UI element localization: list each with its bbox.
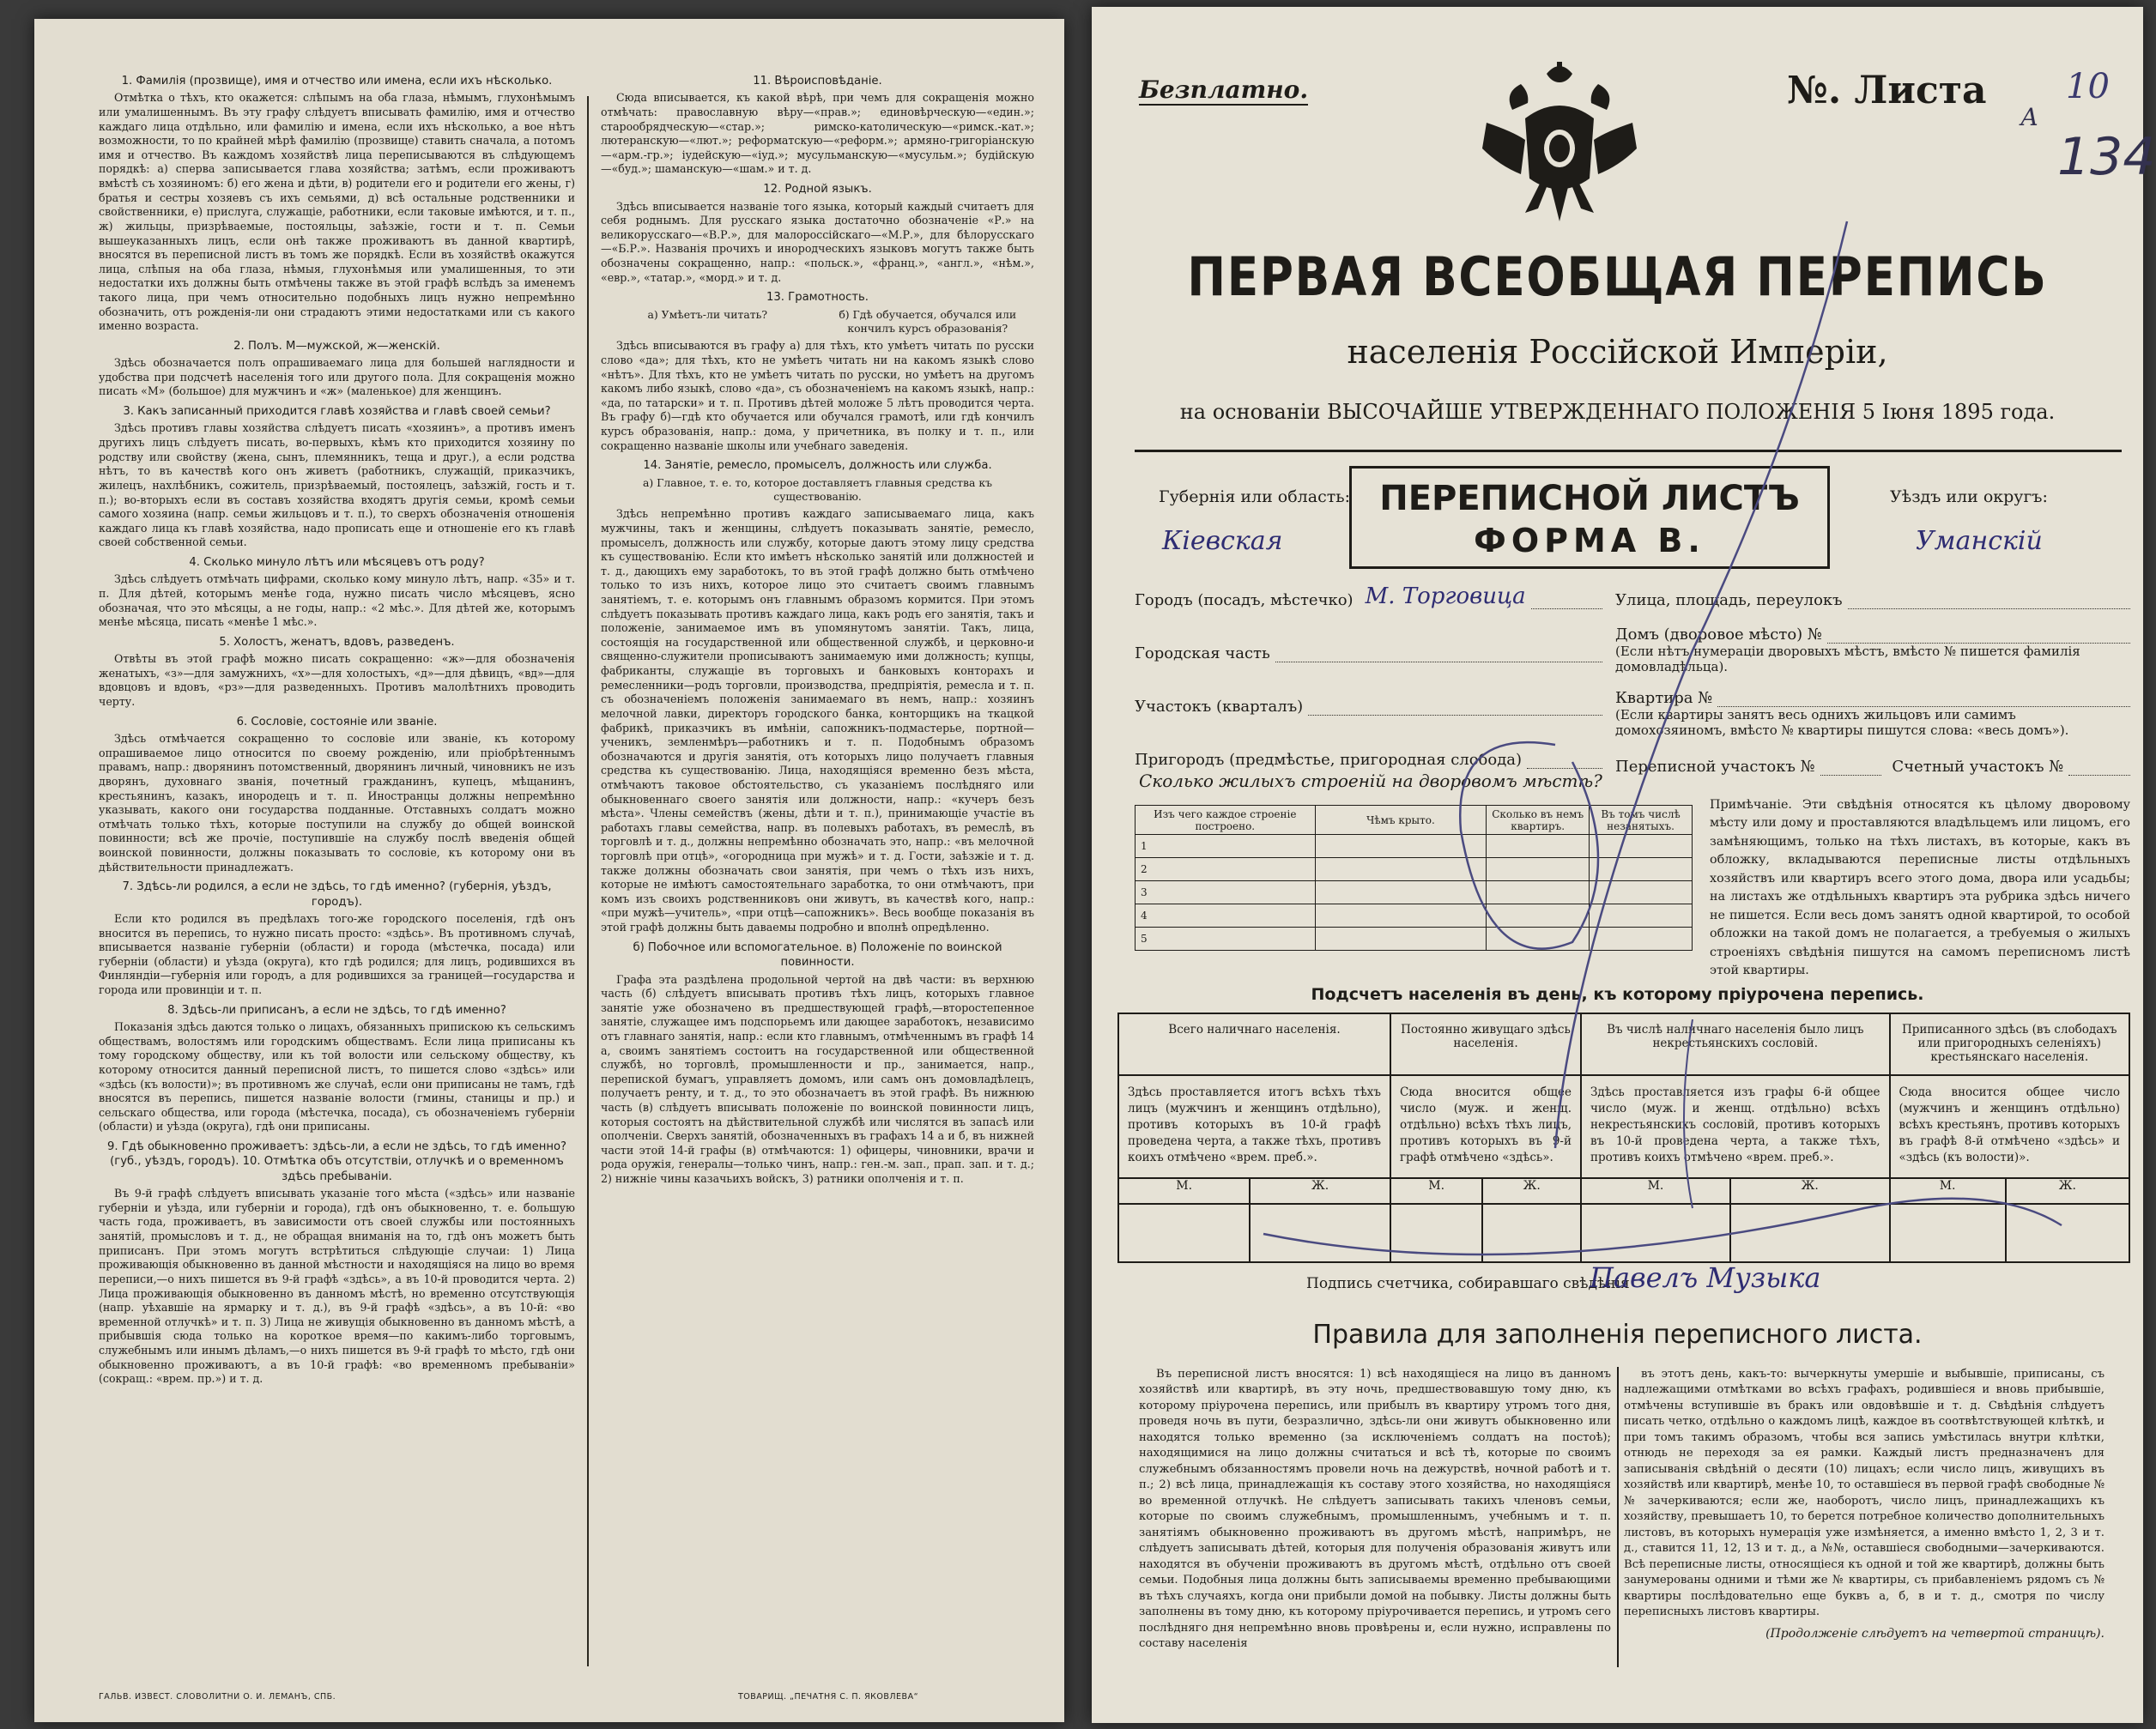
- instruction-section: [99, 1003, 575, 1134]
- gubernia-label: Губернія или область:: [1159, 487, 1350, 506]
- instruction-text: Сюда вписывается, къ какой вѣрѣ, при чемъ для сокращенія можно отмѣчать: православную вѣру—«прав.»; единовѣрческую—«един.»; старообрядческую—«стар.»; римско-католическую—«римск.-кат.»; лютеранскую—«лют.»; реформатскую—«реформ.»; армяно-григоріанскую—«арм.-гр.»; іудейскую—«іуд.»; мусульманскую—«мусульм.»; будійскую—«буд.»; шаманскую—«шам.» и т. д.: [601, 91, 1034, 176]
- table-cell: [1315, 858, 1487, 881]
- table-cell: [1590, 928, 1693, 951]
- instruction-section: [99, 555, 575, 630]
- instruction-text: Здѣсь вписывается названіе того языка, который каждый считаетъ для себя роднымъ. Для русскаго языка достаточно обозначеніе «Р.» на великорусскаго—«В.Р.», для малороссійскаго—«М.Р.», для бѣлорусскаго—«Б.Р.». Названія прочихъ и инородческихъ языковъ могутъ также быть обозначены сокращенно, напр.: «польск.», «франц.», «англ.», «нѣм.», «евр.», «татар.», «морд.» и т. д.: [601, 199, 1034, 284]
- count-cell: [1250, 1204, 1390, 1262]
- left-page: [34, 19, 1064, 1722]
- prigorod-label: Пригородъ (предмѣстье, пригородная слобода): [1135, 751, 1523, 769]
- table-cell: [1590, 881, 1693, 904]
- flat-field: [1615, 674, 2130, 707]
- count-desc-permanent: Сюда вносится общее число (муж. и женщ. отдѣльно) всѣхъ тѣхъ лицъ, противъ которыхъ въ 9-й графѣ отмѣчено «здѣсь».: [1390, 1075, 1581, 1178]
- table-cell: [1590, 835, 1693, 858]
- count-cell: [1118, 1204, 1250, 1262]
- instruction-text: Здѣсь обозначается полъ опрашиваемаго лица для большей наглядности и удобства при подсчетѣ населенія того или другого пола. Для сокращенія можно писать «М» (большое) для мужчинъ и «ж» (маленькое) для женщинъ.: [99, 356, 575, 398]
- dw-header-flats: Сколько въ немъ квартиръ.: [1487, 806, 1590, 835]
- enumerator-signature: Павелъ Музыка: [1590, 1261, 1821, 1294]
- dwellings-note: Примѣчаніе. Эти свѣдѣнія относятся къ цѣлому дворовому мѣсту или дому и проставляются владѣльцемъ или лицомъ, его замѣняющимъ, только на тѣхъ листахъ, въ которые, какъ въ обложку, вкладываются переписные листы отдѣльныхъ хозяйствъ или квартиръ всего этого дома, двора или усадьбы; на листахъ же отдѣльныхъ квартиръ эта рубрика здѣсь ничего не пишется. Если весь домъ занятъ одной квартирой, то особой обложки на такой домъ не полагается, а требуемыя о жилыхъ строеніяхъ свѣдѣнія пишутся на самомъ переписномъ листѣ этой квартиры.: [1710, 798, 2130, 977]
- instruction-heading: 13. Грамотность.: [766, 291, 869, 305]
- street-label: Улица, площадь, переулокъ: [1615, 591, 1843, 609]
- count-cell: [2006, 1204, 2129, 1262]
- instruction-section: [99, 404, 575, 550]
- count-zh-1: Ж.: [1250, 1178, 1390, 1204]
- count-header-permanent: Постоянно живущаго здѣсь населенія.: [1390, 1013, 1581, 1075]
- count-m-2: М.: [1390, 1178, 1482, 1204]
- table-cell: 1: [1136, 835, 1316, 858]
- instruction-heading: 2. Полъ. М—мужской, ж—женскій.: [233, 339, 440, 353]
- instruction-text: Въ 9-й графѣ слѣдуетъ вписывать указаніе того мѣста («здѣсь» или названіе губерніи и уѣзда, или губерніи и города), гдѣ онъ обыкновенно, т. е. большую часть года, проживаетъ, въ зависимости отъ своей службы или постоянныхъ занятій, промысловъ и т. д., не обращая вниманія на то, гдѣ онъ можетъ быть приписанъ. При этомъ могутъ встрѣтиться слѣдующіе случаи: 1) Лица проживающія обыкновенно въ данной мѣстности и находящіяся на лицо во время переписи,—о нихъ пишется въ 9-й графѣ «здѣсь», а въ 10-й проводится черта. 2) Лица проживающія обыкновенно въ данномъ мѣстѣ, но временно отсутствующія (напр. уѣхавшіе на ярмарку и т. д.), въ 9-й графѣ «здѣсь», а въ 10-й: «во временной отлучкѣ» и т. п. 3) Лица не живущія обыкновенно въ данномъ мѣстѣ, а прибывшія сюда только на короткое время—по какимъ-либо торговымъ, служебнымъ или инымъ дѣламъ,—о нихъ пишется въ 9-й графѣ то мѣсто, гдѣ они обыкновенно проживаютъ, а въ 10-й графѣ: «во временномъ пребываніи» (сокращ.: «врем. пр.») и т. д.: [99, 1187, 575, 1386]
- instruction-text: Графа эта раздѣлена продольной чертой на двѣ части: въ верхнюю часть (б) слѣдуетъ вписывать противъ тѣхъ лицъ, которыхъ главное занятіе уже обозначено въ предшествующей графѣ,—второстепенное занятіе, служащее имъ подспорьемъ или дающее заработокъ, независимо отъ главнаго занятія, напр.: если кто главнымъ, отмѣченнымъ въ графѣ 14 а, своимъ занятіемъ состоитъ на государственной или общественной службѣ, но торговлѣ, промышленности и пр., занимается, напр., перепиской бумагъ, управляетъ домомъ, или самъ онъ домовладѣлецъ, получаетъ ренту, и т. д., то это обозначаетъ въ этой графѣ. Въ нижнюю часть (в) слѣдуетъ вписывать положеніе по воинской повинности лицъ, которыя состоятъ на дѣйствительной службѣ или числятся въ запасѣ или ополченіи. Сверхъ занятій, обозначенныхъ въ графахъ 14 а и б, въ нижней части этой 14-й графы (в) отмѣчаются: 1) офицеры, чиновники, врачи и рода оружія, генералы—только чинъ, напр.: ген.-м. зап., прап. зап. и т. д.; 2) нижніе чины казачьихъ войскъ, 3) ратники ополченія и т. п.: [601, 972, 1034, 1186]
- instruction-section: [601, 74, 1034, 177]
- instruction-subheading: б) Гдѣ обучается, обучался или кончилъ курсъ образованія?: [839, 307, 1017, 335]
- census-uchastok-field: [1615, 738, 2130, 776]
- count-zh-2: Ж.: [1482, 1178, 1581, 1204]
- instruction-subheadings: [601, 476, 1034, 505]
- house-field: [1615, 609, 2130, 644]
- instructions-column-2: [601, 72, 1034, 1702]
- instructions-column-1: [99, 72, 575, 1702]
- city-value: М. Торговица: [1365, 583, 1526, 609]
- uezd-value: Уманскій: [1916, 526, 2043, 556]
- enumerator-signature-label: Подпись счетчика, собиравшаго свѣдѣнія: [1306, 1275, 1630, 1292]
- instruction-section: [99, 880, 575, 998]
- table-cell: 2: [1136, 858, 1316, 881]
- census-title: ПЕРВАЯ ВСЕОБЩАЯ ПЕРЕПИСЬ: [1187, 245, 2048, 308]
- house-label: Домъ (дворовое мѣсто) №: [1615, 626, 1822, 644]
- instruction-heading: 11. Вѣроисповѣданіе.: [753, 75, 882, 88]
- table-row: [1136, 881, 1693, 904]
- prigorod-field: [1135, 716, 1602, 769]
- instruction-text: Отвѣты въ этой графѣ можно писать сокращенно: «ж»—для обозначенія женатыхъ, «з»—для замужнихъ, «х»—для холостыхъ, «д»—для дѣвицъ, «вд»—для вдовцовъ и вдовъ, «рз»—для разведенныхъ. Противъ малолѣтнихъ проводить черту.: [99, 652, 575, 709]
- instruction-heading: б) Побочное или вспомогательное. в) Положеніе по воинской повинности.: [633, 940, 1002, 970]
- count-zh-4: Ж.: [2006, 1178, 2129, 1204]
- table-cell: [1487, 835, 1590, 858]
- printer-note-1: ГАЛЬВ. ИЗВЕСТ. СЛОВОЛИТНИ О. И. ЛЕМАНЪ, СПБ.: [99, 1692, 336, 1702]
- count-cell: [1482, 1204, 1581, 1262]
- form-letter: ФОРМА В.: [1474, 522, 1705, 559]
- instruction-text: Здѣсь слѣдуетъ отмѣчать цифрами, сколько кому минуло лѣтъ, напр. «35» и т. п. Для дѣтей, которымъ менѣе года, нужно писать число мѣсяцевъ, ясно обозначая, что это мѣсяцы, а не годы, напр.: «2 мѣс.». Для дѣтей же, которымъ менѣе мѣсяца, писать «менѣе 1 мѣс.».: [99, 572, 575, 629]
- dwellings-question: Сколько жилыхъ строеній на дворовомъ мѣстѣ?: [1139, 771, 1602, 791]
- dw-header-material: Изъ чего каждое строеніе построено.: [1136, 806, 1316, 835]
- table-cell: [1590, 858, 1693, 881]
- count-header-present: Всего наличнаго населенія.: [1118, 1013, 1390, 1075]
- archive-number-handwritten: 134: [2057, 127, 2156, 187]
- right-page: [1092, 7, 2156, 1723]
- dwellings-table: [1135, 805, 1693, 951]
- count-cell: [1730, 1204, 1890, 1262]
- rules-divider: [1617, 1367, 1619, 1667]
- city-part-field: [1135, 609, 1602, 662]
- count-m-4: М.: [1890, 1178, 2006, 1204]
- count-desc-present: Здѣсь проставляется итогъ всѣхъ тѣхъ лицъ (мужчинъ и женщинъ отдѣльно), противъ которыхъ въ 10-й графѣ проведена черта, а также тѣхъ, противъ коихъ отмѣчено «врем. преб.».: [1118, 1075, 1390, 1178]
- table-cell: [1487, 881, 1590, 904]
- instruction-heading: 12. Родной языкъ.: [763, 183, 872, 196]
- count-header-peasant: Приписанного здѣсь (въ слободахъ или пригородныхъ селеніяхъ) крестьянскаго населенія.: [1890, 1013, 2130, 1075]
- table-cell: [1315, 835, 1487, 858]
- table-cell: [1315, 928, 1487, 951]
- flat-note: (Если квартиры занятъ весь однихъ жильцовъ или самимъ домохозяиномъ, вмѣсто № квартиры пишутся слова: «весь домъ»).: [1615, 707, 2069, 738]
- instruction-section: [601, 290, 1034, 453]
- rules-continuation: (Продолженіе слѣдуетъ на четвертой страницѣ).: [1765, 1626, 2105, 1641]
- instruction-section: [99, 635, 575, 710]
- table-cell: [1487, 928, 1590, 951]
- decree-line: на основаніи ВЫСОЧАЙШЕ УТВЕРЖДЕННАГО ПОЛОЖЕНІЯ 5 Іюня 1895 года.: [1179, 400, 2056, 424]
- table-cell: [1487, 904, 1590, 928]
- instruction-section: [601, 182, 1034, 285]
- instruction-text: Здѣсь противъ главы хозяйства слѣдуетъ писать «хозяинъ», а противъ именъ другихъ лицъ слѣдуетъ писать, во-первыхъ, кѣмъ кто приходится хозяину по родству или свойству (жена, сынъ, племянникъ, теща и друг.), а если родства нѣтъ, то въ качествѣ кого онъ живетъ (работникъ, служащій, приказчикъ, жилецъ, нахлѣбникъ, сожитель, призрѣваемый, постоялецъ, заѣзжій, гость и т. п.); во-вторыхъ если въ составъ хозяйства входятъ другія семьи, кромѣ семьи самого хозяина (напр. семьи жильцовъ и т. п.), то сверхъ обозначенія отношенія каждаго лица къ главѣ хозяйства, надо прописать еще и отношеніе его къ главѣ своей собственной семьи.: [99, 421, 575, 549]
- table-row: [1136, 904, 1693, 928]
- sheet-number-handwritten: 10: [2066, 67, 2110, 106]
- instruction-heading: 8. Здѣсь-ли приписанъ, а если не здѣсь, то гдѣ именно?: [167, 1003, 506, 1017]
- house-note: (Если нѣтъ нумераціи дворовыхъ мѣстъ, вмѣсто № пишется фамилія домовладѣльца).: [1615, 644, 2080, 674]
- flat-label: Квартира №: [1615, 689, 1713, 707]
- table-cell: 5: [1136, 928, 1316, 951]
- instruction-heading: 4. Сколько минуло лѣтъ или мѣсяцевъ отъ роду?: [189, 555, 485, 569]
- table-cell: [1315, 904, 1487, 928]
- instruction-section: [601, 458, 1034, 934]
- instruction-heading: 1. Фамилія (прозвище), имя и отчество или имена, если ихъ нѣсколько.: [121, 75, 553, 88]
- table-row: [1136, 835, 1693, 858]
- population-count-table: [1117, 1013, 2130, 1263]
- instruction-section: [99, 339, 575, 399]
- rules-text-2: въ этотъ день, какъ-то: вычеркнуты умершіе и выбывшіе, приписаны, съ надлежащими отмѣтками во всѣхъ графахъ, родившіеся и вновь прибывшіе, отмѣчены вступившіе въ бракъ или овдовѣвшіе и т. д. Свѣдѣнія слѣдуетъ писать четко, отдѣльно о каждомъ лицѣ, каждое въ соотвѣтствующей клѣткѣ, и при томъ такимъ образомъ, чтобы вся запись умѣстилась внутри клѣтки, отнюдь не переходя за ея рамки. Каждый листъ предназначенъ для записыванія свѣдѣній о десяти (10) лицахъ; если число лицъ, живущихъ въ хозяйствѣ или квартирѣ, менѣе 10, то оставшіеся въ первой графѣ свободные №№ зачеркиваются; если же, наоборотъ, число лицъ, принадлежащихъ къ хозяйству, превышаетъ 10, то берется потребное количество дополнительныхъ листовъ, въ которыхъ нумерація уже измѣняется, а именно вмѣсто 1, 2, 3 и т. д., ставится 11, 12, 13 и т. д., а №№, оставшіеся свободными—зачеркиваются. Всѣ переписные листы, относящіеся къ одной и той же квартирѣ, должны быть занумерованы одними и тѣми же № квартиры, съ прибавленіемъ рядомъ съ № квартиры послѣдовательно еще буквъ а, б, в и т. д., смотря по числу переписныхъ листовъ квартиры.: [1624, 1368, 2105, 1619]
- count-cell: [1390, 1204, 1482, 1262]
- table-cell: [1590, 904, 1693, 928]
- count-m-1: М.: [1118, 1178, 1250, 1204]
- instruction-subheading: а) Умѣетъ-ли читать?: [647, 307, 767, 321]
- sheet-number-label: №. Листа: [1787, 69, 1987, 112]
- free-label: Безплатно.: [1139, 76, 1309, 104]
- address-right-block: [1615, 556, 2130, 776]
- instruction-text: Здѣсь отмѣчается сокращенно то сословіе или званіе, къ которому опрашиваемое лицо относится по своему рожденію, или пріобрѣтеннымъ правамъ, напр.: дворянинъ потомственный, дворянинъ личный, чиновникъ не изъ дворянъ, духовнаго званія, почетный гражданинъ, купецъ, мѣщанинъ, крестьянинъ, казакъ, инородецъ и т. п. Иностранцы должны непремѣнно указывать, какого они государства подданные. Отставныхъ солдатъ можно отмѣчать только тѣхъ, которые поступили на службу до общей воинской повинности; всѣ же прочіе, поступившіе на службу послѣ введенія общей воинской повинности, должны показывать то сословіе, къ которому они въ дѣйствительности принадлежатъ.: [99, 732, 575, 874]
- instruction-heading: 7. Здѣсь-ли родился, а если не здѣсь, то гдѣ именно? (губернія, уѣздъ, городъ).: [122, 880, 552, 909]
- instruction-heading: 5. Холостъ, женатъ, вдовъ, разведенъ.: [219, 635, 455, 649]
- instruction-text: Показанія здѣсь даются только о лицахъ, обязанныхъ припискою къ сельскимъ обществамъ, волостямъ или городскимъ обществамъ. Если лица приписаны къ тому городскому обществу, или къ той волости или сельскому обществу, къ которому относится данный переписной листъ, то пишется слово «здѣсь» или «здѣсь (къ волости)»; въ противномъ же случаѣ, если они приписаны не тамъ, гдѣ вносятся въ перепись, пишется названіе волости (гмины, станицы и пр.) и сельскаго общества, или города (мѣстечка, посада), съ обозначеніемъ губерніи (области) и уѣзда (округа), гдѣ они приписаны.: [99, 1020, 575, 1134]
- instruction-heading: 6. Сословіе, состояніе или званіе.: [236, 715, 438, 728]
- instruction-text: Здѣсь непремѣнно противъ каждаго записываемаго лица, какъ мужчины, такъ и женщины, слѣдуетъ показывать занятіе, ремесло, промыселъ, должность или службу, которые даютъ этому лицу средства къ существованію. Если кто имѣетъ нѣсколько занятій или должностей и т. д., дающихъ ему заработокъ, то въ этой графѣ должно быть отмѣчено только то изъ нихъ, которое лицо это считаетъ своимъ главнымъ занятіемъ, т. е. которымъ онъ главнымъ образомъ кормится. При этомъ слѣдуетъ показывать противъ каждаго лица, какъ родъ его занятія, такъ и положеніе, занимаемое имъ въ упомянутомъ занятіи. Такъ, лица, состоящія на государственной или общественной службѣ, и церковно-и священно-служители прописываютъ занимаемую ими должность; купцы, фабриканты, служащіе въ торговыхъ и банковыхъ конторахъ и ремесленники—родъ торговли, производства, предпріятія, ремесла и т. п. съ обозначеніемъ положенія занимаемаго въ немъ, напр.: хозяинъ мелочной лавки, директоръ городского банка, конторщикъ на ткацкой фабрикѣ, приказчикъ въ имѣніи, сапожникъ-подмастерье, портной—ученикъ, земленмѣръ—работникъ и т. п. Подобнымъ образомъ обозначаются и другія занятія, отъ которыхъ лицо получаетъ главныя средства къ существованію. Лица, находящіяся временно безъ мѣста, отмѣчаютъ таковое обстоятельство, съ указаніемъ послѣдняго или обыкновеннаго своего занятія или должности, напр.: «кучеръ безъ мѣста». Члены семействъ (жены, дѣти и т. п.), принимающіе участіе въ работахъ главы семейства, напр. въ полевыхъ работахъ, въ ремеслѣ, въ торговлѣ и т. д., должны непремѣнно обозначать это, напр.: «въ мелочной торговлѣ при отцѣ», «огородница при мужѣ» и т. д. Гости, заѣзжіе и т. д. также должны обозначать свои занятія, при чемъ о тѣхъ изъ нихъ, которые не имѣютъ самостоятельнаго заработка, то они отмѣчаютъ, при комъ изъ своихъ родственниковъ они живутъ, въ качествѣ кого, напр.: «при мужѣ—учитель», «при отцѣ—сапожникъ». Весь вообще показанія въ этой графѣ должны быть даваемы подробно и вполнѣ опредѣленно.: [601, 507, 1034, 934]
- instruction-subheadings: [601, 308, 1034, 336]
- instruction-heading: 9. Гдѣ обыкновенно проживаетъ: здѣсь-ли, а если не здѣсь, то гдѣ именно? (губ., уѣздъ, городъ). 10. Отмѣтка объ отсутствіи, отлучкѣ и о временномъ здѣсь пребываніи.: [106, 1140, 567, 1183]
- instruction-section: [99, 1140, 575, 1387]
- rules-text-1: Въ переписной листъ вносятся: 1) всѣ находящіеся на лицо въ данномъ хозяйствѣ или квартирѣ, въ эту ночь, предшествовавшую тому дню, къ которому пріурочена перепись, или прибылъ въ квартиру утромъ того дня, проведя ночь въ пути, безразлично, здѣсь-ли они живутъ обыкновенно или находятся только временно (за исключеніемъ солдатъ на постоѣ); находящимися на лицо должны считаться и всѣ тѣ, которые по своимъ служебнымъ обязанностямъ провели ночь на дежурствѣ, ночной работѣ и т. п.; 2) всѣ лица, принадлежащія къ составу этого хозяйства, но находящіяся во временной отлучкѣ. Не слѣдуетъ записывать такихъ членовъ семьи, которые по своимъ служебнымъ, промышленнымъ, учебнымъ и т. п. занятіямъ обыкновенно проживаютъ въ другомъ мѣстѣ, напримѣръ, не слѣдуетъ записывать дѣтей, которыя для полученія образованія живутъ или находятся въ обученіи проживаютъ въ другомъ мѣстѣ, отдѣльно отъ своей семьи. Подобныя лица должны быть записываемы временно пребывающими въ тѣхъ случаяхъ, когда они прибыли домой на побывку. Листы должны быть заполнены въ тому дню, къ которому пріурочивается перепись, и утромъ сего послѣдняго дня непремѣнно вновь провѣрены и, если нужно, исправлены по составу населенія: [1139, 1368, 1611, 1651]
- instruction-text: Здѣсь вписываются въ графу а) для тѣхъ, кто умѣетъ читать по русски слово «да»; для тѣхъ, кто не умѣетъ читать ни на какомъ языкѣ слово «нѣтъ». Для тѣхъ, кто не умѣетъ читать по русски, но умѣетъ на другомъ какомъ либо языкѣ, слово «да», съ обозначеніемъ на какомъ языкѣ, напр.: «да, по татарски» и т. п. Противъ дѣтей моложе 5 лѣтъ проводится черта. Въ графу б)—гдѣ кто обучается или обучался грамотѣ, или гдѣ кончилъ курсъ образованія, напр.: дома, у причетника, въ полку и т. п., или сокращенно названіе школы или учебнаго заведенія.: [601, 339, 1034, 452]
- column-divider: [587, 96, 589, 1666]
- table-row: [1136, 858, 1693, 881]
- header-rule: [1135, 450, 2122, 452]
- uezd-label: Уѣздъ или округъ:: [1890, 487, 2048, 506]
- count-m-3: М.: [1581, 1178, 1730, 1204]
- uchastok-field: [1135, 662, 1602, 716]
- table-cell: 3: [1136, 881, 1316, 904]
- instruction-heading: 3. Какъ записанный приходится главѣ хозяйства и главѣ своей семьи?: [123, 405, 551, 419]
- table-row: [1136, 928, 1693, 951]
- city-field: [1135, 556, 1602, 609]
- count-cell: [1581, 1204, 1730, 1262]
- instruction-section: [99, 74, 575, 334]
- dw-header-vacant: Въ томъ числѣ незанятыхъ.: [1590, 806, 1693, 835]
- rules-column-2: [1624, 1367, 2105, 1642]
- instruction-text: Если кто родился въ предѣлахъ того-же городского поселенія, гдѣ онъ вносится въ перепись, то нужно писать просто: «здѣсь». Въ противномъ случаѣ, вписывается названіе губерніи (области) и города (мѣстечка, посада) или губерніи (области) и уѣзда (округа), кто гдѣ родился; для лицъ, родившихся въ Финляндіи—губернія или городъ, а для родившихся за границей—государства и города или провинціи и т. п.: [99, 912, 575, 997]
- instruction-section: [99, 715, 575, 875]
- count-zh-3: Ж.: [1730, 1178, 1890, 1204]
- census-uchastok-label: Переписной участокъ №: [1615, 758, 1815, 776]
- rules-title: Правила для заполненія переписного листа.: [1312, 1320, 1923, 1350]
- population-count-title: Подсчетъ населенія въ день, къ которому пріурочена перепись.: [1311, 985, 1924, 1004]
- archive-letter-handwritten: А: [2020, 103, 2039, 131]
- dwellings-table-body: [1136, 835, 1693, 951]
- printer-note-2: ТОВАРИЩ. „ПЕЧАТНЯ С. П. ЯКОВЛЕВА“: [738, 1692, 918, 1702]
- instruction-subheading: а) Главное, т. е. то, которое доставляетъ главныя средства къ существованію.: [643, 475, 992, 503]
- dw-header-roof: Чѣмъ крыто.: [1315, 806, 1487, 835]
- city-part-label: Городская часть: [1135, 644, 1270, 662]
- uchastok-label: Участокъ (кварталъ): [1135, 698, 1304, 716]
- address-left-block: [1135, 556, 1602, 769]
- gubernia-value: Кіевская: [1162, 526, 1283, 556]
- count-header-non-peasant: Въ числѣ наличнаго населенія было лицъ некрестьянскихъ сословій.: [1581, 1013, 1890, 1075]
- instruction-heading: 14. Занятіе, ремесло, промыселъ, должность или служба.: [643, 459, 992, 473]
- double-headed-eagle-icon: [1478, 58, 1641, 230]
- rules-column-1: [1139, 1367, 1611, 1653]
- table-cell: [1315, 881, 1487, 904]
- table-cell: [1487, 858, 1590, 881]
- count-cell: [1890, 1204, 2006, 1262]
- instruction-text: Отмѣтка о тѣхъ, кто окажется: слѣпымъ на оба глаза, нѣмымъ, глухонѣмымъ или умалишеннымъ. Въ эту графу слѣдуетъ вписывать фамилію, имя и отчество каждаго лица отдѣльно, или фамилію и имена, если ихъ нѣсколько, а вое нѣтъ возможности, то по крайней мѣрѣ фамилію (прозвище) ставить сначала, а потомъ имя и отчество. Въ каждомъ хозяйствѣ лица переписываются въ слѣдующемъ порядкѣ: а) сперва записывается глава хозяйства; затѣмъ, если проживаютъ вмѣстѣ съ хозяиномъ: б) его жена и дѣти, в) родители его и родители его жены, г) братья и сестры хозяевъ съ ихъ семьями, д) всѣ остальные родственники и свойственники, е) прислуга, служащіе, работники, если таковые имѣются, и т. п., ж) жильцы, призрѣваемые, постояльцы, заѣзжіе, гости и т. п. Семьи вышеуказанныхъ лицъ, если онѣ также проживаютъ въ данной квартирѣ, вносятся въ переписной листъ въ томъ же порядкѣ. Если въ хозяйствѣ окажутся лица, слѣпыя на оба глаза, нѣмыя, глухонѣмыя или умалишенныя, то эти недостатки ихъ должны быть отмѣчены также въ этой графѣ вслѣдъ за именемъ такого лица, при чемъ относительно подобныхъ лицъ нужно непремѣнно обозначить, отъ рожденія-ли они страдаютъ этими недостатками или съ какого именно возраста.: [99, 91, 575, 333]
- census-subtitle: населенія Россійской Имперіи,: [1347, 333, 1888, 371]
- instruction-section: [601, 940, 1034, 1187]
- street-field: [1615, 556, 2130, 609]
- count-desc-peasant: Сюда вносится общее число (мужчинъ и женщинъ отдѣльно) всѣхъ крестьянъ, противъ которыхъ въ графѣ 8-й отмѣчено «здѣсь» и «здѣсь (къ волости)».: [1890, 1075, 2130, 1178]
- city-label: Городъ (посадъ, мѣстечко): [1135, 591, 1354, 609]
- count-uchastok-label: Счетный участокъ №: [1892, 758, 2064, 776]
- count-desc-non-peasant: Здѣсь проставляется изъ графы 6-й общее число (муж. и женщ. отдѣльно) всѣхъ некрестьянскихъ сословій, противъ которыхъ въ 10-й проведена черта, а также тѣхъ, противъ коихъ отмѣчено «врем. преб.».: [1581, 1075, 1890, 1178]
- table-cell: 4: [1136, 904, 1316, 928]
- form-label: ПЕРЕПИСНОЙ ЛИСТЪ: [1379, 479, 1800, 518]
